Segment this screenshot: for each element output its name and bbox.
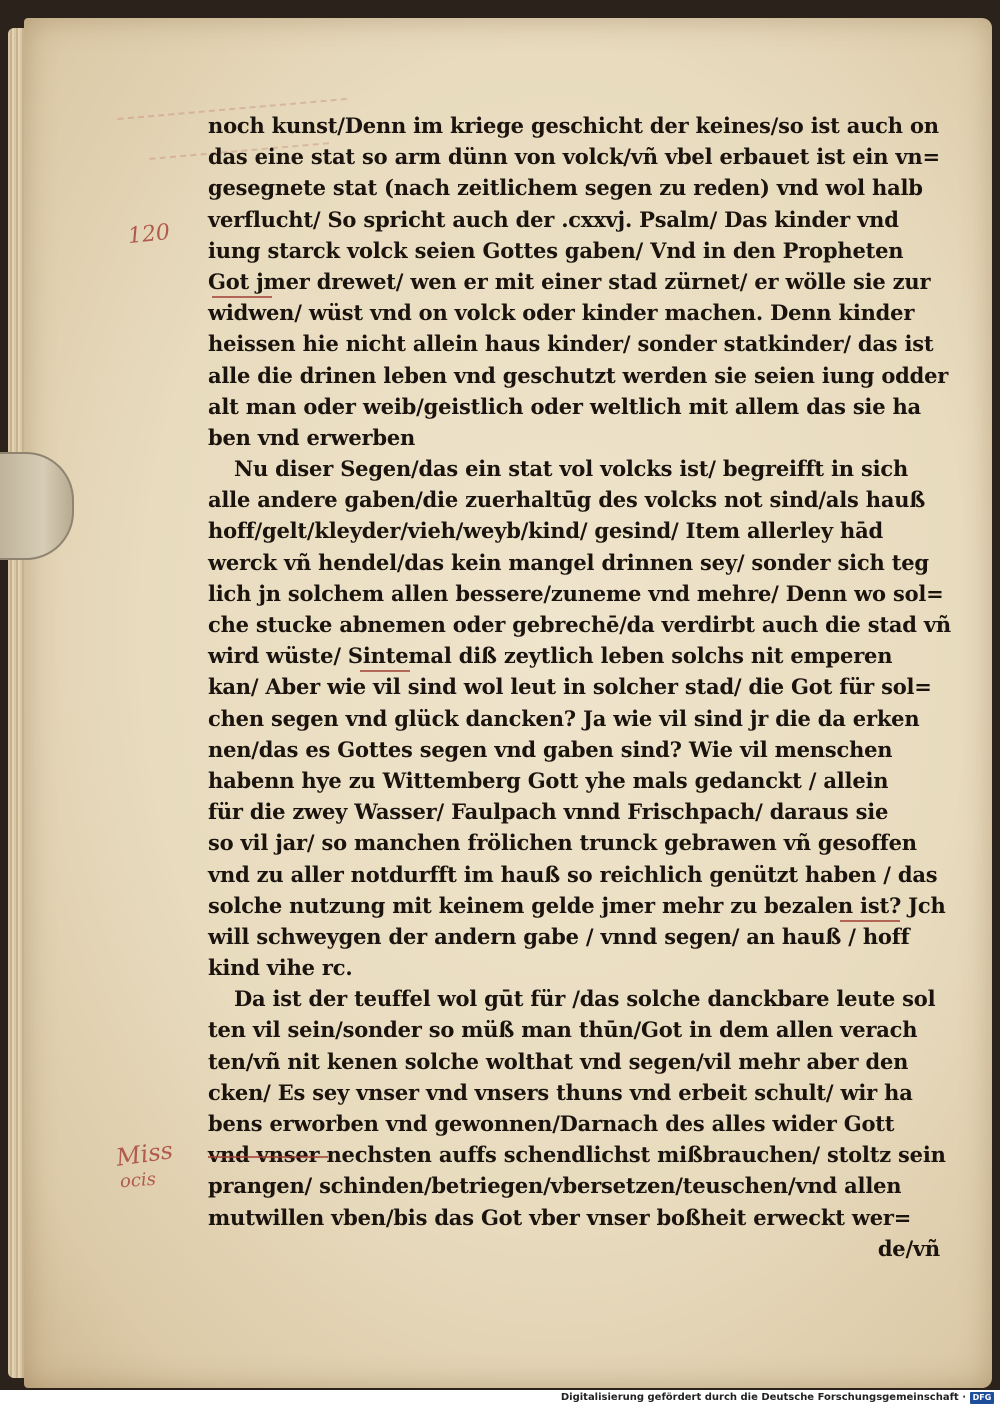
text-line: cken/ Es sey vnser vnd vnsers thuns vnd erbeit schult/ wir ha xyxy=(208,1079,913,1105)
text-line: vnd zu aller notdurfft im hauß so reichlich genützt haben / das xyxy=(208,861,938,887)
text-line: alt man oder weib/geistlich oder weltlich mit allem das sie ha xyxy=(208,393,921,419)
text-line: alle andere gaben/die zuerhaltūg des volcks not sind/als hauß xyxy=(208,487,926,513)
catchword-line: de/vñ xyxy=(877,1235,940,1261)
text-line: ten vil sein/sonder so müß man thūn/Got in dem allen verach xyxy=(208,1017,918,1043)
paragraph-start-line: Nu diser Segen/das ein stat vol volcks ist/ begreifft in sich xyxy=(234,456,909,482)
text-line: bens erworben vnd gewonnen/Darnach des alles wider Gott xyxy=(208,1111,895,1136)
dfg-logo: DFG xyxy=(970,1392,994,1404)
text-line: ben vnd erwerben xyxy=(208,424,416,450)
text-line: für die zwey Wasser/ Faulpach vnnd Frischpach/ daraus sie xyxy=(208,799,889,825)
text-line: gesegnete stat (nach zeitlichem segen zu reden) vnd wol halb xyxy=(208,175,923,201)
text-line: che stucke abnemen oder gebrechē/da verdirbt auch die stad vñ xyxy=(208,612,951,637)
text-line: Got jmer drewet/ wen er mit einer stad zürnet/ er wölle sie zur xyxy=(208,268,931,294)
text-line: wird wüste/ Sintemal diß zeytlich leben solchs nit emperen xyxy=(208,643,893,669)
red-underline-mark xyxy=(212,296,272,298)
text-line: ten/vñ nit kenen solche wolthat vnd segen/vil mehr aber den xyxy=(208,1048,909,1074)
text-line: nen/das es Gottes segen vnd gaben sind? Wie vil menschen xyxy=(208,736,893,762)
text-line: kan/ Aber wie vil sind wol leut in solcher stad/ die Got für sol= xyxy=(208,674,932,700)
text-line: hoff/gelt/kleyder/vieh/weyb/kind/ gesind/ Item allerley hād xyxy=(208,518,883,544)
text-line: prangen/ schinden/betriegen/vbersetzen/teuschen/vnd allen xyxy=(208,1173,902,1199)
paragraph-start-line: Da ist der teuffel wol gūt für /das solche danckbare leute sol xyxy=(234,986,936,1012)
margin-note-miss: Miss xyxy=(114,1136,175,1172)
red-underline-mark xyxy=(840,920,900,922)
text-line: mutwillen vben/bis das Got vber vnser boßheit erweckt wer= xyxy=(208,1204,912,1230)
red-underline-mark xyxy=(208,1156,328,1158)
text-line: so vil jar/ so manchen frölichen trunck gebrawen vñ gesoffen xyxy=(208,830,917,856)
text-line: will schweygen der andern gabe / vnnd segen/ an hauß / hoff xyxy=(208,923,910,949)
text-line: heissen hie nicht allein haus kinder/ sonder statkinder/ das ist xyxy=(208,331,934,357)
text-line: iung starck volck seien Gottes gaben/ Vnd in den Propheten xyxy=(208,237,904,263)
text-line: verflucht/ So spricht auch der .cxxvj. Psalm/ Das kinder vnd xyxy=(208,206,899,232)
text-line: das eine stat so arm dünn von volck/vñ vbel erbauet ist ein vn= xyxy=(208,144,940,170)
text-line: widwen/ wüst vnd on volck oder kinder machen. Denn kinder xyxy=(208,300,915,326)
digitization-credit: Digitalisierung gefördert durch die Deutsche Forschungsgemeinschaft · xyxy=(560,1392,966,1403)
red-underline-mark xyxy=(360,670,410,672)
page-text-block xyxy=(208,110,951,1264)
text-line: noch kunst/Denn im kriege geschicht der keines/so ist auch on xyxy=(208,113,939,138)
text-line: alle die drinen leben vnd geschutzt werden sie seien iung odder xyxy=(208,362,949,388)
text-line: kind vihe rc. xyxy=(208,955,353,981)
text-line: chen segen vnd glück dancken? Ja wie vil sind jr die da erken xyxy=(208,705,920,731)
margin-note-120: 120 xyxy=(126,219,172,250)
text-line: werck vñ hendel/das kein mangel drinnen sey/ sonder sich teg xyxy=(208,549,929,575)
text-line: solche nutzung mit keinem gelde jmer mehr zu bezalen ist? Jch xyxy=(208,892,946,918)
text-line: habenn hye zu Wittemberg Gott yhe mals gedanckt / allein xyxy=(208,767,889,793)
margin-note-ocis: ocis xyxy=(119,1168,157,1193)
text-line: lich jn solchem allen bessere/zuneme vnd mehre/ Denn wo sol= xyxy=(208,580,944,606)
text-line: vnd vnser nechsten auffs schendlichst mißbrauchen/ stoltz sein xyxy=(208,1142,946,1168)
